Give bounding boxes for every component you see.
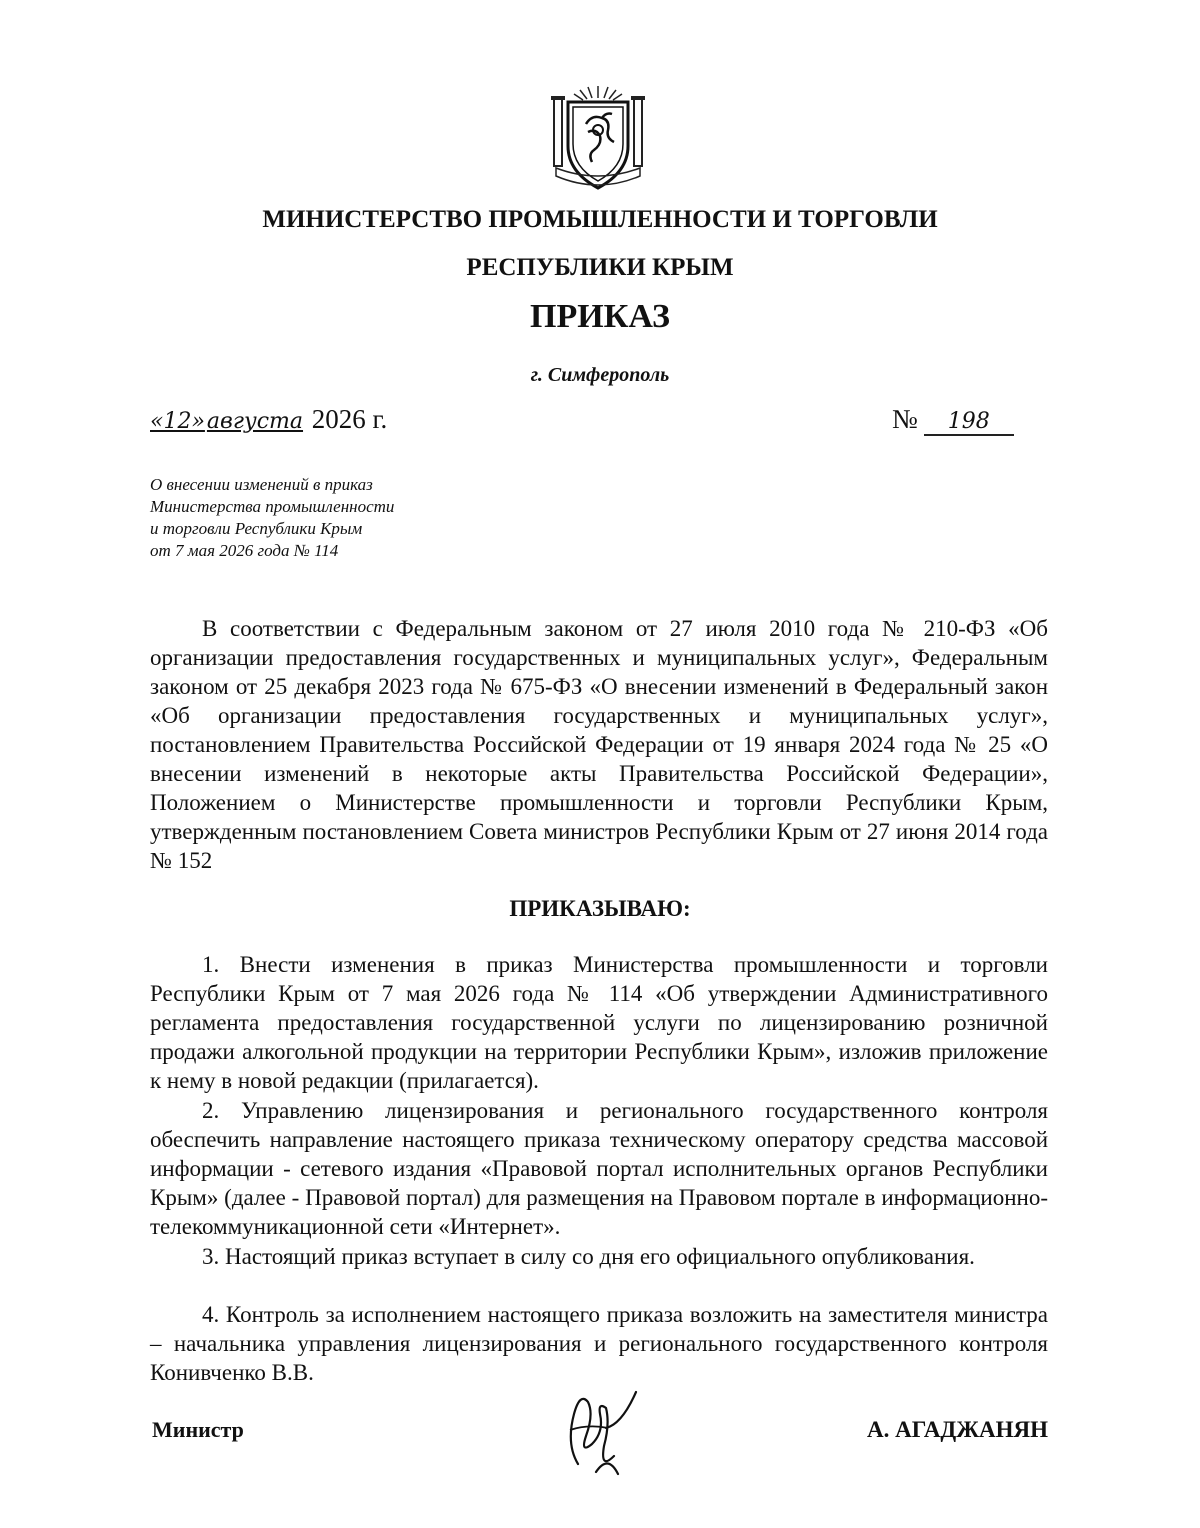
- date-day: «12»: [150, 409, 205, 434]
- order-item-3: 3. Настоящий приказ вступает в силу со дня его официального опубликования.: [202, 1244, 975, 1269]
- number-sign: №: [892, 404, 918, 434]
- date-month: августа: [206, 409, 304, 434]
- subject-line: О внесении изменений в приказ: [150, 475, 373, 494]
- document-number: [892, 404, 1014, 436]
- handwritten-signature: [548, 1384, 652, 1480]
- document-type: ПРИКАЗ: [530, 298, 670, 335]
- subject-line: и торговли Республики Крым: [150, 519, 363, 538]
- preamble-paragraph: В соответствии с Федеральным законом от 27 июля 2010 года № 210-ФЗ «Об организации предоставления государственных и муниципальных услуг», Федеральным законом от 25 декабря 2023 года № 675-ФЗ «О внесении изменений в Федеральный закон «Об организации предоставления государственных и муниципальных услуг», постановлением Правительства Российской Федерации от 19 января 2024 года № 25 «О внесении изменений в некоторые акты Правительства Российской Федерации», Положением о Министерстве промышленности и торговли Республики Крым, утвержденным постановлением Совета министров Республики Крым от 27 июня 2014 года № 152: [150, 616, 1048, 873]
- date-year: 2026 г.: [311, 404, 388, 434]
- signer-title: Министр: [152, 1417, 244, 1442]
- command-heading: ПРИКАЗЫВАЮ:: [509, 896, 691, 921]
- document-city: г. Симферополь: [530, 364, 670, 386]
- coat-of-arms-emblem: [548, 84, 648, 196]
- document-subject: [150, 474, 490, 562]
- organization-name-line2: РЕСПУБЛИКИ КРЫМ: [466, 254, 734, 281]
- order-item-1: 1. Внести изменения в приказ Министерства промышленности и торговли Республики Крым от 7 мая 2026 года № 114 «Об утверждении Административного регламента предоставления государственной услуги по лицензированию розничной продажи алкогольной продукции на территории Республики Крым», изложив приложение к нему в новой редакции (прилагается).: [150, 952, 1048, 1093]
- signer-name: А. АГАДЖАНЯН: [866, 1417, 1048, 1442]
- subject-line: Министерства промышленности: [150, 497, 395, 516]
- document-date: [150, 404, 387, 435]
- order-item-4: 4. Контроль за исполнением настоящего приказа возложить на заместителя министра – начальника управления лицензирования и регионального государственного контроля Конивченко В.В.: [150, 1302, 1048, 1385]
- organization-name-line1: МИНИСТЕРСТВО ПРОМЫШЛЕННОСТИ И ТОРГОВЛИ: [262, 206, 938, 233]
- order-item-2: 2. Управлению лицензирования и регионального государственного контроля обеспечить направление настоящего приказа техническому оператору средства массовой информации - сетевого издания «Правовой портал исполнительных органов Республики Крым» (далее - Правовой портал) для размещения на Правовом портале в информационно-телекоммуникационной сети «Интернет».: [150, 1098, 1048, 1239]
- number-value: 198: [924, 409, 1014, 436]
- subject-line: от 7 мая 2026 года № 114: [150, 541, 339, 560]
